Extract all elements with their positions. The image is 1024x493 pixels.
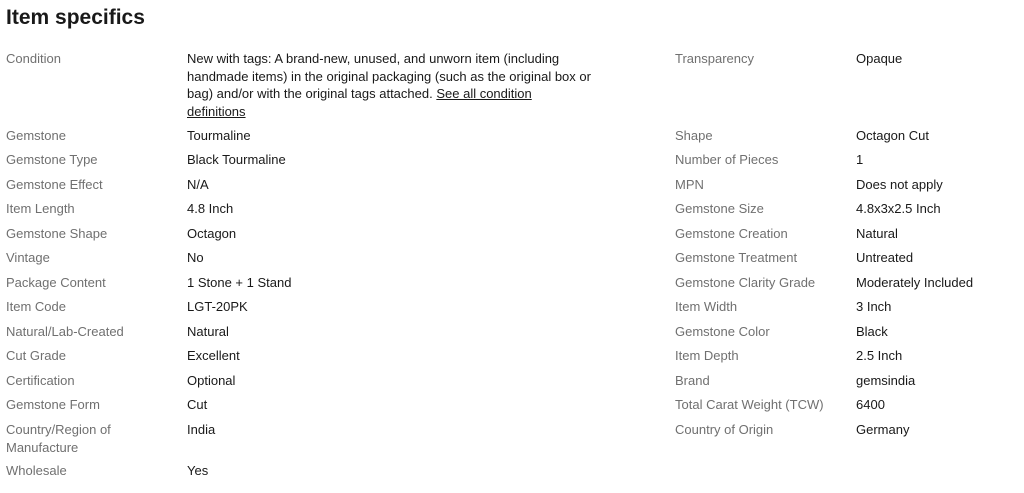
spec-row-condition — [6, 50, 606, 120]
spec-row — [6, 421, 606, 456]
spec-row — [675, 323, 1020, 341]
spec-value: No — [187, 250, 204, 265]
spec-label: Gemstone — [6, 128, 66, 143]
spec-label: Item Depth — [675, 348, 739, 363]
spec-label: Condition — [6, 51, 61, 66]
spec-value: Octagon — [187, 226, 237, 241]
spec-row — [675, 200, 1020, 218]
spec-value: Cut — [187, 397, 208, 412]
spec-row — [675, 274, 1020, 292]
spec-row — [675, 50, 1020, 68]
spec-label: Transparency — [675, 51, 754, 66]
spec-value: 1 Stone + 1 Stand — [187, 275, 292, 290]
spec-label: Country/Region of Manufacture — [6, 422, 111, 455]
spec-value: Yes — [187, 463, 209, 478]
spec-value: Moderately Included — [856, 275, 974, 290]
spec-row — [6, 396, 606, 414]
spec-label: Gemstone Effect — [6, 177, 103, 192]
spec-row — [6, 323, 606, 341]
spec-row — [6, 249, 606, 267]
spec-value: Black — [856, 324, 888, 339]
see-all-condition-definitions-link[interactable]: See all condition definitions — [187, 86, 532, 119]
spec-value: 6400 — [856, 397, 885, 412]
spec-value: India — [187, 422, 216, 437]
spec-label: MPN — [675, 177, 704, 192]
spec-row — [675, 127, 1020, 145]
spec-value: N/A — [187, 177, 209, 192]
spec-value: 1 — [856, 152, 864, 167]
spec-value: Octagon Cut — [856, 128, 929, 143]
spec-label: Gemstone Color — [675, 324, 770, 339]
spec-row — [675, 396, 1020, 414]
spec-row — [6, 176, 606, 194]
spec-label: Item Length — [6, 201, 75, 216]
spec-row — [6, 274, 606, 292]
spec-label: Gemstone Form — [6, 397, 100, 412]
condition-description: New with tags: A brand-new, unused, and unworn item (including handmade items) in the original packaging (such as the original box or bag) and/or with the original tags attached. — [187, 51, 591, 101]
spec-row — [6, 462, 606, 480]
spec-row — [675, 298, 1020, 316]
spec-label: Package Content — [6, 275, 106, 290]
spec-label: Gemstone Type — [6, 152, 98, 167]
spec-value: Black Tourmaline — [187, 152, 286, 167]
spec-label: Shape — [675, 128, 713, 143]
spec-row — [675, 176, 1020, 194]
spec-value: Optional — [187, 373, 236, 388]
spec-label: Natural/Lab-Created — [6, 324, 124, 339]
spec-label: Total Carat Weight (TCW) — [675, 397, 824, 412]
spec-row — [6, 127, 606, 145]
spec-value: Tourmaline — [187, 128, 251, 143]
spec-label: Cut Grade — [6, 348, 66, 363]
spec-label: Wholesale — [6, 463, 67, 478]
spec-value: Excellent — [187, 348, 240, 363]
spec-label: Country of Origin — [675, 422, 774, 437]
section-title: Item specifics — [6, 6, 145, 29]
spec-label: Number of Pieces — [675, 152, 779, 167]
spec-row — [675, 225, 1020, 243]
spec-row — [6, 298, 606, 316]
spec-row — [675, 347, 1020, 365]
spec-label: Gemstone Creation — [675, 226, 788, 241]
spec-label: Gemstone Shape — [6, 226, 108, 241]
spec-value — [187, 50, 592, 120]
spec-row — [6, 200, 606, 218]
spec-value: LGT-20PK — [187, 299, 248, 314]
spec-value: Does not apply — [856, 177, 943, 192]
spec-value: gemsindia — [856, 373, 916, 388]
spec-label: Vintage — [6, 250, 50, 265]
spec-row — [675, 421, 1020, 439]
spec-value: 4.8 Inch — [187, 201, 234, 216]
spec-label: Gemstone Treatment — [675, 250, 798, 265]
spec-row — [6, 225, 606, 243]
spec-value: Opaque — [856, 51, 903, 66]
spec-value: 4.8x3x2.5 Inch — [856, 201, 941, 216]
spec-label: Gemstone Size — [675, 201, 764, 216]
spec-row — [6, 151, 606, 169]
spec-label: Brand — [675, 373, 710, 388]
spec-value: 2.5 Inch — [856, 348, 903, 363]
spec-value: Natural — [856, 226, 898, 241]
spec-row — [6, 372, 606, 390]
spec-label: Item Code — [6, 299, 66, 314]
spec-value: 3 Inch — [856, 299, 892, 314]
spec-row — [675, 151, 1020, 169]
spec-value: Natural — [187, 324, 229, 339]
spec-row — [6, 347, 606, 365]
spec-row — [675, 249, 1020, 267]
spec-label: Item Width — [675, 299, 738, 314]
spec-row — [675, 372, 1020, 390]
spec-label: Gemstone Clarity Grade — [675, 275, 816, 290]
spec-label: Certification — [6, 373, 75, 388]
spec-value: Untreated — [856, 250, 914, 265]
spec-value: Germany — [856, 422, 910, 437]
